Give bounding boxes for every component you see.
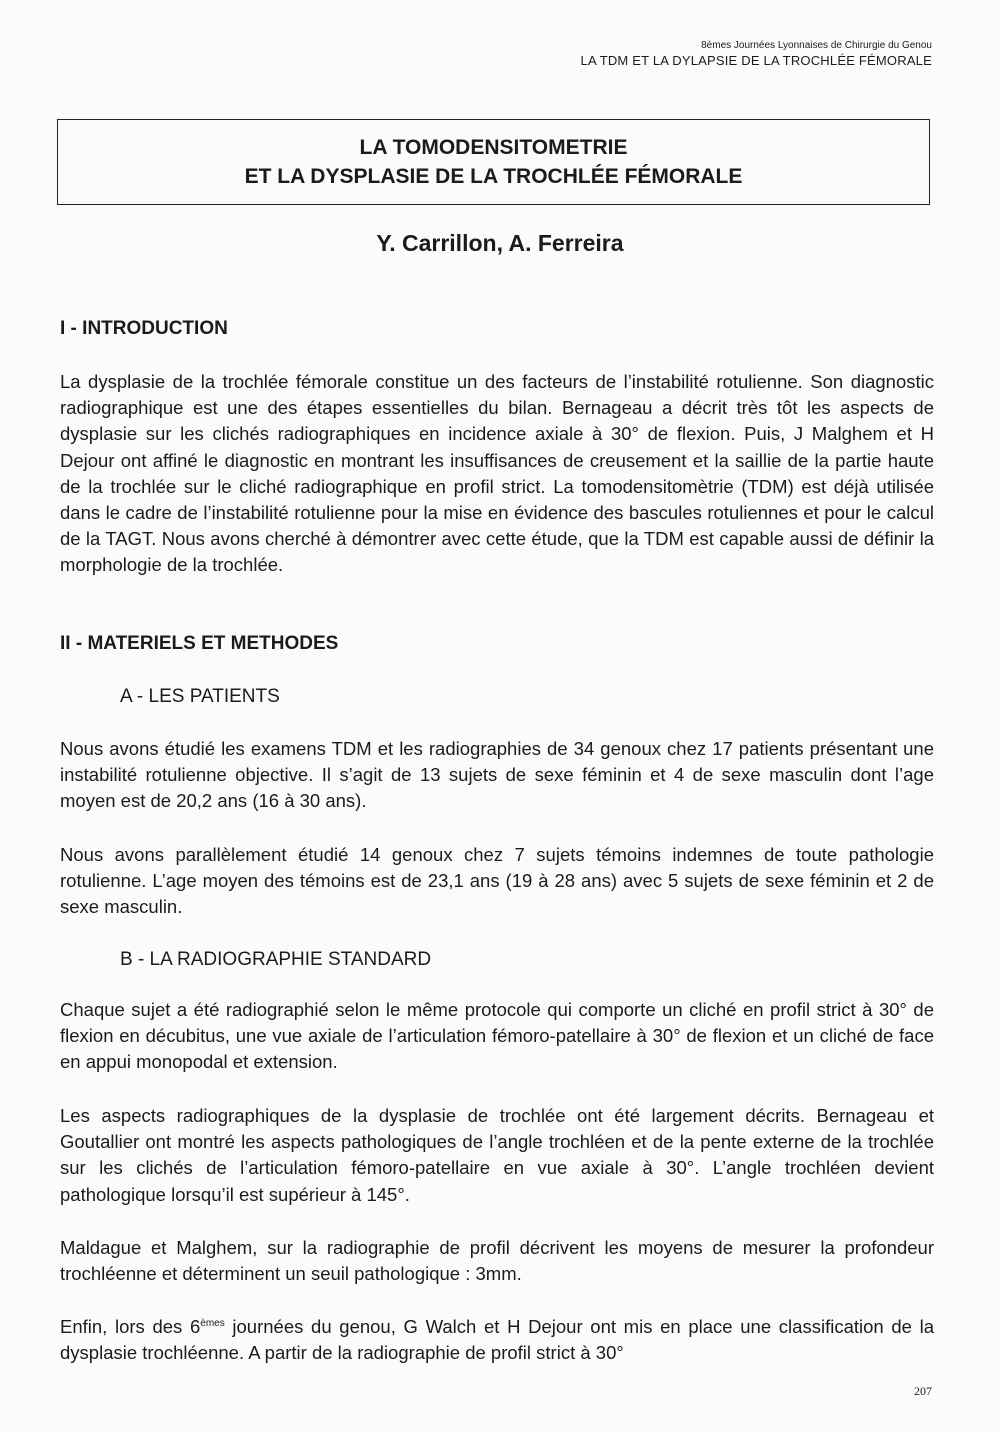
paragraph-patients-2: Nous avons parallèlement étudié 14 genoux chez 7 sujets témoins indemnes de toute pathologie rotulienne. L’age moyen des témoins est de 23,1 ans (19 à 28 ans) avec 5 sujets de sexe féminin et 2 de sexe masculin. [60, 844, 934, 918]
heading-patients: A - LES PATIENTS [120, 686, 280, 707]
title-line-2: ET LA DYSPLASIE DE LA TROCHLÉE FÉMORALE [244, 165, 743, 188]
heading-radiography: B - LA RADIOGRAPHIE STANDARD [120, 949, 432, 970]
paragraph-patients-1: Nous avons étudié les examens TDM et les radiographies de 34 genoux chez 17 patients présentant une instabilité rotulienne objective. Il s’agit de 13 sujets de sexe féminin et 4 de sexe masculin dont l’age moyen est de 20,2 ans (16 à 30 ans). [60, 738, 934, 812]
paragraph-introduction: La dysplasie de la trochlée fémorale constitue un des facteurs de l’instabilité rotulienne. Son diagnostic radiographique est une des étapes essentielles du bilan. Bernageau a décrit très tôt les aspects de dysplasie sur les clichés radiographiques en incidence axiale à 30° de flexion. Puis, J Malghem et H Dejour ont affiné le diagnostic en montrant les insuffisances de creusement et la saillie de la partie haute de la trochlée sur le cliché radiographique en profil strict. La tomodensitomètrie (TDM) est déjà utilisée dans le cadre de l’instabilité rotulienne pour la mise en évidence des bascules rotuliennes et pour le calcul de la TAGT. Nous avons cherché à démontrer avec cette étude, que la TDM est capable aussi de définir la morphologie de la trochlée. [60, 371, 934, 576]
paragraph-radiography-4 [60, 1314, 934, 1366]
paragraph-radiography-4-start: Enfin, lors des 6 [60, 1316, 201, 1337]
heading-introduction: I - INTRODUCTION [60, 318, 228, 339]
running-header [581, 40, 932, 69]
heading-methods: II - MATERIELS ET METHODES [60, 633, 339, 654]
page-number: 207 [914, 1384, 932, 1398]
paragraph-radiography-3: Maldague et Malghem, sur la radiographie de profil décrivent les moyens de mesurer la profondeur trochléenne et déterminent un seuil pathologique : 3mm. [60, 1237, 934, 1285]
authors: Y. Carrillon, A. Ferreira [376, 230, 624, 256]
ordinal-superscript: èmes [200, 1317, 225, 1329]
paragraph-radiography-1: Chaque sujet a été radiographié selon le même protocole qui comporte un cliché en profil strict à 30° de flexion en décubitus, une vue axiale de l’articulation fémoro-patellaire à 30° de flexion et un cliché de face en appui monopodal et extension. [60, 999, 934, 1073]
title-line-1: LA TOMODENSITOMETRIE [359, 135, 628, 159]
header-conference: 8èmes Journées Lyonnaises de Chirurgie du Genou [701, 40, 932, 51]
header-short-title: LA TDM ET LA DYLAPSIE DE LA TROCHLÉE FÉMORALE [580, 52, 932, 68]
paragraph-radiography-4-end: journées du genou, G Walch et H Dejour ont mis en place une classification de la dysplasie trochléenne. A partir de la radiographie de profil strict à 30° [60, 1316, 935, 1364]
title-box [57, 119, 930, 205]
paragraph-radiography-2: Les aspects radiographiques de la dysplasie de trochlée ont été largement décrits. Bernageau et Goutallier ont montré les aspects pathologiques de l’angle trochléen et de la pente externe de la trochlée sur les clichés de l’articulation fémoro-patellaire en vue axiale à 30°. L’angle trochléen devient pathologique lorsqu’il est supérieur à 145°. [60, 1105, 934, 1205]
